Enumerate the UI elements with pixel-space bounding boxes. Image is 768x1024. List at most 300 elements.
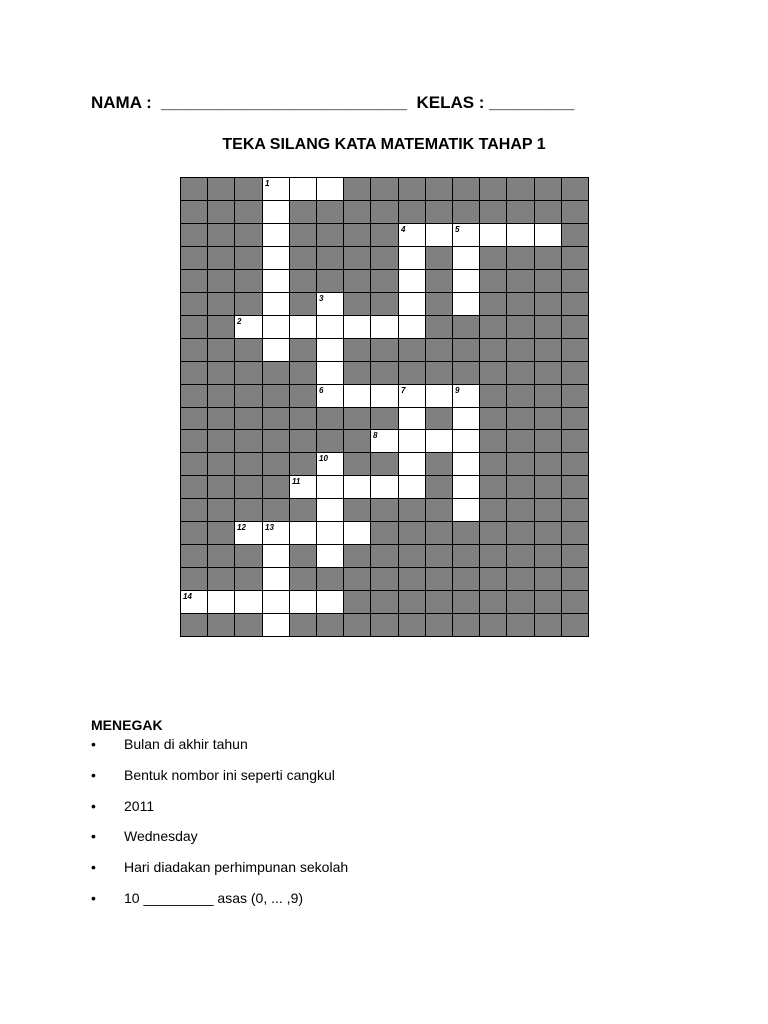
crossword-cell-white bbox=[452, 223, 480, 247]
crossword-cell-shaded bbox=[234, 361, 263, 385]
crossword-cell-shaded bbox=[479, 521, 507, 545]
crossword-cell-white bbox=[425, 429, 453, 453]
crossword-cell-shaded bbox=[479, 567, 507, 591]
crossword-cell-shaded bbox=[234, 338, 263, 362]
crossword-cell-white bbox=[370, 475, 399, 499]
crossword-cell-white bbox=[207, 590, 235, 614]
crossword-cell-shaded bbox=[398, 613, 426, 637]
crossword-cell-shaded bbox=[370, 521, 399, 545]
crossword-cell-shaded bbox=[506, 200, 535, 224]
crossword-cell-shaded bbox=[561, 452, 589, 476]
crossword-cell-shaded bbox=[506, 315, 535, 339]
crossword-cell-shaded bbox=[289, 407, 317, 430]
crossword-cell-white bbox=[234, 315, 263, 339]
crossword-cell-shaded bbox=[343, 567, 371, 591]
crossword-cell-shaded bbox=[262, 498, 290, 522]
crossword-cell-shaded bbox=[479, 338, 507, 362]
crossword-cell-shaded bbox=[370, 567, 399, 591]
crossword-cell-shaded bbox=[479, 361, 507, 385]
crossword-cell-shaded bbox=[506, 590, 535, 614]
crossword-cell-shaded bbox=[207, 269, 235, 293]
crossword-cell-shaded bbox=[207, 567, 235, 591]
crossword-cell-shaded bbox=[234, 223, 263, 247]
clue-number: 11 bbox=[292, 477, 301, 486]
crossword-cell-white bbox=[289, 521, 317, 545]
crossword-cell-shaded bbox=[343, 452, 371, 476]
crossword-cell-white bbox=[262, 177, 290, 201]
crossword-cell-shaded bbox=[234, 384, 263, 408]
crossword-cell-shaded bbox=[534, 590, 562, 614]
crossword-cell-shaded bbox=[289, 498, 317, 522]
crossword-cell-shaded bbox=[534, 429, 562, 453]
crossword-cell-shaded bbox=[289, 223, 317, 247]
crossword-cell-white bbox=[398, 223, 426, 247]
crossword-cell-shaded bbox=[479, 177, 507, 201]
crossword-cell-shaded bbox=[506, 613, 535, 637]
clues-heading: MENEGAK bbox=[91, 717, 163, 733]
crossword-cell-shaded bbox=[534, 498, 562, 522]
crossword-cell-shaded bbox=[534, 567, 562, 591]
crossword-cell-white bbox=[506, 223, 535, 247]
crossword-cell-shaded bbox=[289, 544, 317, 568]
crossword-cell-shaded bbox=[343, 200, 371, 224]
crossword-cell-shaded bbox=[289, 613, 317, 637]
crossword-cell-shaded bbox=[207, 315, 235, 339]
crossword-cell-shaded bbox=[398, 498, 426, 522]
crossword-cell-shaded bbox=[534, 361, 562, 385]
crossword-cell-shaded bbox=[289, 269, 317, 293]
crossword-cell-shaded bbox=[207, 177, 235, 201]
crossword-cell-shaded bbox=[534, 200, 562, 224]
crossword-cell-shaded bbox=[207, 223, 235, 247]
crossword-cell-shaded bbox=[479, 590, 507, 614]
crossword-cell-shaded bbox=[180, 452, 208, 476]
crossword-cell-shaded bbox=[506, 567, 535, 591]
crossword-cell-shaded bbox=[234, 269, 263, 293]
crossword-cell-white bbox=[316, 315, 344, 339]
crossword-cell-shaded bbox=[180, 567, 208, 591]
crossword-cell-white bbox=[262, 200, 290, 224]
crossword-cell-white bbox=[398, 452, 426, 476]
crossword-cell-white bbox=[370, 429, 399, 453]
crossword-cell-white bbox=[343, 315, 371, 339]
crossword-cell-shaded bbox=[534, 521, 562, 545]
crossword-cell-white bbox=[262, 269, 290, 293]
crossword-cell-shaded bbox=[479, 407, 507, 430]
crossword-cell-shaded bbox=[425, 498, 453, 522]
crossword-cell-shaded bbox=[506, 407, 535, 430]
crossword-cell-shaded bbox=[207, 544, 235, 568]
crossword-cell-white bbox=[316, 475, 344, 499]
crossword-cell-shaded bbox=[234, 292, 263, 316]
crossword-cell-white bbox=[234, 590, 263, 614]
crossword-cell-shaded bbox=[262, 452, 290, 476]
crossword-cell-white bbox=[262, 590, 290, 614]
crossword-cell-shaded bbox=[506, 498, 535, 522]
crossword-cell-shaded bbox=[343, 590, 371, 614]
crossword-cell-shaded bbox=[262, 407, 290, 430]
crossword-cell-shaded bbox=[316, 200, 344, 224]
crossword-cell-shaded bbox=[452, 521, 480, 545]
crossword-cell-shaded bbox=[534, 452, 562, 476]
crossword-cell-shaded bbox=[506, 361, 535, 385]
crossword-cell-shaded bbox=[479, 544, 507, 568]
crossword-cell-shaded bbox=[180, 269, 208, 293]
crossword-cell-shaded bbox=[398, 361, 426, 385]
crossword-cell-shaded bbox=[234, 246, 263, 270]
crossword-cell-white bbox=[262, 338, 290, 362]
crossword-cell-shaded bbox=[289, 429, 317, 453]
bullet: • bbox=[91, 798, 96, 814]
crossword-cell-shaded bbox=[370, 544, 399, 568]
clue-number: 4 bbox=[401, 225, 406, 234]
crossword-cell-shaded bbox=[234, 475, 263, 499]
crossword-cell-shaded bbox=[180, 361, 208, 385]
crossword-cell-shaded bbox=[316, 567, 344, 591]
crossword-cell-shaded bbox=[479, 475, 507, 499]
crossword-cell-shaded bbox=[425, 544, 453, 568]
crossword-cell-white bbox=[398, 292, 426, 316]
crossword-cell-shaded bbox=[234, 498, 263, 522]
crossword-cell-shaded bbox=[506, 246, 535, 270]
crossword-cell-shaded bbox=[561, 292, 589, 316]
crossword-cell-white bbox=[452, 475, 480, 499]
crossword-cell-white bbox=[398, 475, 426, 499]
crossword-cell-shaded bbox=[207, 292, 235, 316]
crossword-cell-white bbox=[262, 223, 290, 247]
crossword-cell-shaded bbox=[234, 429, 263, 453]
crossword-cell-white bbox=[262, 292, 290, 316]
crossword-cell-shaded bbox=[561, 223, 589, 247]
clue-number: 8 bbox=[373, 431, 378, 440]
crossword-cell-shaded bbox=[425, 315, 453, 339]
crossword-cell-shaded bbox=[207, 200, 235, 224]
crossword-cell-shaded bbox=[343, 613, 371, 637]
crossword-cell-white bbox=[398, 384, 426, 408]
crossword-cell-shaded bbox=[452, 361, 480, 385]
crossword-cell-shaded bbox=[534, 177, 562, 201]
crossword-cell-shaded bbox=[479, 613, 507, 637]
clue-number: 2 bbox=[237, 317, 242, 326]
crossword-cell-shaded bbox=[289, 452, 317, 476]
bullet: • bbox=[91, 767, 96, 783]
crossword-cell-white bbox=[262, 315, 290, 339]
crossword-cell-shaded bbox=[180, 177, 208, 201]
crossword-cell-shaded bbox=[207, 246, 235, 270]
crossword-cell-shaded bbox=[289, 361, 317, 385]
crossword-cell-shaded bbox=[561, 521, 589, 545]
crossword-cell-white bbox=[289, 475, 317, 499]
crossword-cell-shaded bbox=[370, 452, 399, 476]
crossword-cell-white bbox=[316, 292, 344, 316]
crossword-cell-white bbox=[452, 498, 480, 522]
crossword-cell-shaded bbox=[370, 269, 399, 293]
crossword-cell-white bbox=[316, 498, 344, 522]
crossword-cell-shaded bbox=[234, 613, 263, 637]
crossword-cell-shaded bbox=[234, 177, 263, 201]
crossword-cell-shaded bbox=[561, 177, 589, 201]
crossword-cell-shaded bbox=[506, 452, 535, 476]
crossword-cell-shaded bbox=[425, 246, 453, 270]
crossword-cell-shaded bbox=[343, 246, 371, 270]
crossword-cell-white bbox=[316, 521, 344, 545]
crossword-cell-shaded bbox=[234, 544, 263, 568]
crossword-cell-shaded bbox=[506, 384, 535, 408]
crossword-cell-shaded bbox=[479, 292, 507, 316]
crossword-cell-white bbox=[316, 384, 344, 408]
crossword-cell-shaded bbox=[425, 338, 453, 362]
crossword-cell-white bbox=[452, 246, 480, 270]
crossword-cell-shaded bbox=[452, 200, 480, 224]
crossword-cell-shaded bbox=[398, 177, 426, 201]
clue-number: 12 bbox=[237, 523, 246, 532]
crossword-cell-shaded bbox=[370, 498, 399, 522]
bullet: • bbox=[91, 736, 96, 752]
crossword-cell-shaded bbox=[398, 567, 426, 591]
clue-item bbox=[91, 798, 154, 814]
crossword-cell-shaded bbox=[262, 475, 290, 499]
crossword-cell-shaded bbox=[479, 200, 507, 224]
crossword-cell-shaded bbox=[343, 338, 371, 362]
crossword-cell-shaded bbox=[452, 177, 480, 201]
crossword-cell-white bbox=[316, 177, 344, 201]
crossword-cell-shaded bbox=[343, 269, 371, 293]
crossword-cell-shaded bbox=[370, 200, 399, 224]
crossword-cell-shaded bbox=[479, 246, 507, 270]
page-title: TEKA SILANG KATA MATEMATIK TAHAP 1 bbox=[222, 136, 546, 153]
crossword-cell-shaded bbox=[561, 315, 589, 339]
crossword-cell-shaded bbox=[534, 613, 562, 637]
clue-text: 10 _________ asas (0, ... ,9) bbox=[124, 890, 304, 906]
clue-text: Bulan di akhir tahun bbox=[124, 736, 248, 752]
clue-item bbox=[91, 828, 198, 844]
clue-number: 13 bbox=[265, 523, 274, 532]
crossword-cell-shaded bbox=[207, 407, 235, 430]
crossword-cell-white bbox=[343, 384, 371, 408]
crossword-cell-shaded bbox=[425, 361, 453, 385]
crossword-cell-shaded bbox=[506, 292, 535, 316]
crossword-cell-shaded bbox=[262, 361, 290, 385]
crossword-cell-shaded bbox=[425, 475, 453, 499]
crossword-cell-shaded bbox=[534, 246, 562, 270]
crossword-cell-shaded bbox=[479, 429, 507, 453]
crossword-cell-white bbox=[398, 429, 426, 453]
crossword-cell-white bbox=[452, 269, 480, 293]
crossword-cell-shaded bbox=[180, 521, 208, 545]
crossword-cell-shaded bbox=[370, 407, 399, 430]
clue-number: 9 bbox=[455, 386, 460, 395]
crossword-cell-shaded bbox=[262, 384, 290, 408]
crossword-cell-shaded bbox=[561, 338, 589, 362]
crossword-cell-white bbox=[234, 521, 263, 545]
crossword-cell-shaded bbox=[398, 338, 426, 362]
crossword-cell-white bbox=[262, 567, 290, 591]
clue-number: 6 bbox=[319, 386, 324, 395]
crossword-cell-shaded bbox=[479, 384, 507, 408]
crossword-cell-white bbox=[343, 521, 371, 545]
crossword-cell-shaded bbox=[398, 590, 426, 614]
crossword-cell-shaded bbox=[479, 452, 507, 476]
clue-item bbox=[91, 736, 248, 752]
crossword-cell-shaded bbox=[452, 338, 480, 362]
crossword-cell-shaded bbox=[180, 613, 208, 637]
crossword-cell-shaded bbox=[180, 498, 208, 522]
crossword-cell-shaded bbox=[425, 590, 453, 614]
clue-number: 1 bbox=[265, 179, 270, 188]
crossword-cell-shaded bbox=[425, 292, 453, 316]
clue-text: 2011 bbox=[124, 798, 155, 814]
crossword-cell-shaded bbox=[316, 613, 344, 637]
crossword-cell-shaded bbox=[506, 338, 535, 362]
crossword-cell-shaded bbox=[370, 223, 399, 247]
crossword-cell-shaded bbox=[370, 246, 399, 270]
crossword-cell-shaded bbox=[180, 384, 208, 408]
crossword-cell-shaded bbox=[561, 613, 589, 637]
crossword-cell-white bbox=[289, 590, 317, 614]
crossword-cell-white bbox=[452, 429, 480, 453]
crossword-cell-shaded bbox=[398, 521, 426, 545]
crossword-cell-shaded bbox=[262, 429, 290, 453]
crossword-cell-white bbox=[316, 590, 344, 614]
crossword-cell-shaded bbox=[180, 475, 208, 499]
crossword-grid bbox=[180, 177, 588, 636]
crossword-cell-shaded bbox=[207, 384, 235, 408]
crossword-cell-shaded bbox=[534, 292, 562, 316]
crossword-cell-shaded bbox=[234, 452, 263, 476]
crossword-cell-shaded bbox=[343, 223, 371, 247]
crossword-cell-white bbox=[398, 315, 426, 339]
crossword-cell-shaded bbox=[343, 292, 371, 316]
crossword-cell-shaded bbox=[534, 315, 562, 339]
crossword-cell-shaded bbox=[506, 544, 535, 568]
crossword-cell-shaded bbox=[425, 567, 453, 591]
crossword-cell-white bbox=[262, 246, 290, 270]
crossword-cell-shaded bbox=[425, 407, 453, 430]
crossword-cell-shaded bbox=[180, 246, 208, 270]
crossword-cell-shaded bbox=[289, 384, 317, 408]
crossword-cell-shaded bbox=[316, 407, 344, 430]
crossword-cell-shaded bbox=[180, 200, 208, 224]
crossword-cell-white bbox=[479, 223, 507, 247]
crossword-cell-shaded bbox=[207, 429, 235, 453]
clue-text: Bentuk nombor ini seperti cangkul bbox=[124, 767, 335, 783]
crossword-cell-shaded bbox=[343, 361, 371, 385]
crossword-cell-shaded bbox=[207, 475, 235, 499]
crossword-cell-shaded bbox=[370, 590, 399, 614]
crossword-cell-shaded bbox=[207, 452, 235, 476]
crossword-cell-shaded bbox=[534, 384, 562, 408]
crossword-cell-white bbox=[452, 384, 480, 408]
crossword-cell-shaded bbox=[561, 200, 589, 224]
crossword-cell-shaded bbox=[289, 246, 317, 270]
crossword-cell-shaded bbox=[207, 521, 235, 545]
crossword-cell-shaded bbox=[506, 269, 535, 293]
crossword-cell-shaded bbox=[425, 613, 453, 637]
crossword-cell-shaded bbox=[506, 521, 535, 545]
crossword-cell-white bbox=[316, 361, 344, 385]
crossword-cell-white bbox=[262, 544, 290, 568]
crossword-cell-white bbox=[452, 452, 480, 476]
bullet: • bbox=[91, 859, 96, 875]
clue-item bbox=[91, 890, 303, 906]
crossword-cell-shaded bbox=[534, 338, 562, 362]
bullet: • bbox=[91, 828, 96, 844]
clue-number: 7 bbox=[401, 386, 406, 395]
crossword-cell-white bbox=[316, 544, 344, 568]
crossword-cell-white bbox=[180, 590, 208, 614]
crossword-cell-shaded bbox=[561, 567, 589, 591]
crossword-cell-shaded bbox=[343, 177, 371, 201]
crossword-cell-shaded bbox=[316, 246, 344, 270]
crossword-cell-shaded bbox=[425, 177, 453, 201]
crossword-cell-shaded bbox=[207, 498, 235, 522]
crossword-cell-white bbox=[370, 315, 399, 339]
crossword-cell-shaded bbox=[534, 269, 562, 293]
bullet: • bbox=[91, 890, 96, 906]
crossword-cell-shaded bbox=[207, 361, 235, 385]
crossword-cell-shaded bbox=[561, 498, 589, 522]
crossword-cell-white bbox=[289, 315, 317, 339]
crossword-cell-shaded bbox=[180, 292, 208, 316]
crossword-cell-shaded bbox=[207, 338, 235, 362]
crossword-cell-white bbox=[316, 338, 344, 362]
crossword-cell-shaded bbox=[561, 246, 589, 270]
crossword-cell-shaded bbox=[561, 429, 589, 453]
clue-number: 14 bbox=[183, 592, 192, 601]
crossword-cell-shaded bbox=[452, 590, 480, 614]
crossword-cell-shaded bbox=[180, 429, 208, 453]
crossword-cell-shaded bbox=[289, 338, 317, 362]
crossword-cell-shaded bbox=[180, 407, 208, 430]
crossword-cell-shaded bbox=[506, 429, 535, 453]
crossword-cell-shaded bbox=[343, 429, 371, 453]
clue-text: Wednesday bbox=[124, 828, 198, 844]
crossword-cell-shaded bbox=[398, 200, 426, 224]
crossword-cell-shaded bbox=[370, 361, 399, 385]
crossword-cell-shaded bbox=[180, 338, 208, 362]
crossword-cell-shaded bbox=[479, 269, 507, 293]
clue-item bbox=[91, 859, 348, 875]
crossword-cell-shaded bbox=[425, 269, 453, 293]
crossword-cell-shaded bbox=[561, 590, 589, 614]
crossword-cell-white bbox=[398, 246, 426, 270]
crossword-cell-shaded bbox=[370, 177, 399, 201]
name-class-line: NAMA : __________________________ KELAS : _________ bbox=[91, 93, 575, 112]
crossword-cell-shaded bbox=[234, 407, 263, 430]
crossword-cell-white bbox=[289, 177, 317, 201]
crossword-cell-shaded bbox=[370, 292, 399, 316]
crossword-cell-shaded bbox=[561, 361, 589, 385]
crossword-cell-shaded bbox=[180, 223, 208, 247]
crossword-cell-white bbox=[370, 384, 399, 408]
crossword-cell-shaded bbox=[534, 475, 562, 499]
crossword-cell-white bbox=[398, 407, 426, 430]
crossword-cell-shaded bbox=[561, 384, 589, 408]
crossword-cell-shaded bbox=[289, 292, 317, 316]
crossword-cell-white bbox=[262, 521, 290, 545]
crossword-cell-shaded bbox=[534, 544, 562, 568]
crossword-cell-white bbox=[398, 269, 426, 293]
crossword-cell-white bbox=[316, 452, 344, 476]
crossword-cell-shaded bbox=[207, 613, 235, 637]
crossword-cell-shaded bbox=[180, 544, 208, 568]
crossword-cell-white bbox=[452, 407, 480, 430]
crossword-cell-shaded bbox=[452, 315, 480, 339]
crossword-cell-shaded bbox=[561, 407, 589, 430]
crossword-cell-shaded bbox=[506, 475, 535, 499]
crossword-cell-shaded bbox=[425, 200, 453, 224]
crossword-cell-white bbox=[262, 613, 290, 637]
